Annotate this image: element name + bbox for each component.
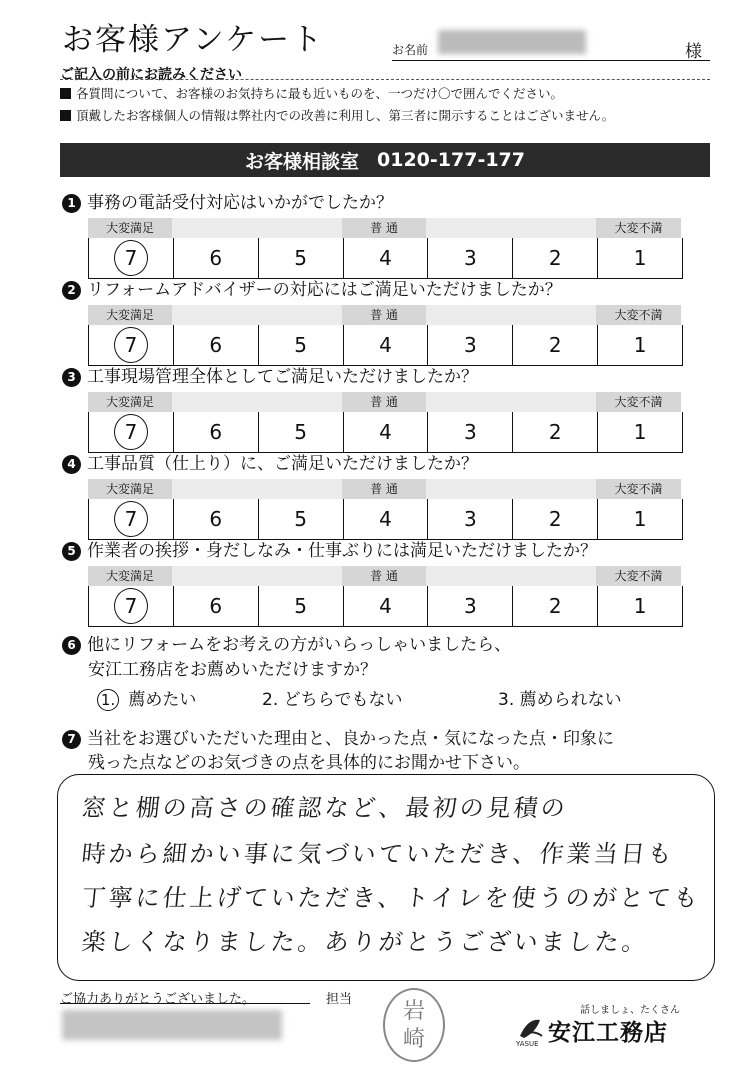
rating-option-7[interactable]: 7 — [89, 499, 173, 539]
rating-option-3[interactable]: 3 — [427, 499, 512, 539]
answer-line-1: 窓と棚の高さの確認など、最初の見積の — [80, 794, 570, 822]
question-5-text: 5 作業者の挨拶・身だしなみ・仕事ぶりには満足いただけましたか？ — [62, 536, 597, 561]
answer-line-2: 時から細かい事に気づいていただき、作業当日も — [80, 840, 677, 868]
answer-line-4: 楽しくなりました。ありがとうございました。 — [80, 928, 651, 956]
staff-label: 担当 — [326, 992, 353, 1007]
rating-scale-5 — [88, 586, 683, 627]
scale-low-label: 大変不満 — [596, 218, 681, 238]
question-number-icon: 1 — [62, 194, 81, 213]
note-2: 頂戴したお客様個人の情報は弊社内での改善に利用し、第三者に開示することはございません。 — [60, 106, 614, 124]
scale-band — [172, 392, 342, 412]
question-number-icon: 6 — [62, 636, 81, 655]
scale-low-label: 大変不満 — [596, 566, 681, 586]
rating-option-6[interactable]: 6 — [173, 238, 258, 278]
rating-scale-3 — [88, 412, 683, 453]
rating-option-1[interactable]: 1 — [597, 499, 682, 539]
thanks-text: ご協力ありがとうございました。 — [60, 992, 256, 1007]
rating-option-4[interactable]: 4 — [343, 586, 428, 626]
rating-option-5[interactable]: 5 — [258, 412, 343, 452]
rating-option-1[interactable]: 1 — [597, 412, 682, 452]
rating-option-7[interactable]: 7 — [89, 412, 173, 452]
question-1-text: 1 事務の電話受付対応はいかがでしたか？ — [62, 188, 393, 213]
company-name: 安江工務店 — [548, 1020, 668, 1046]
scale-mid-label: 普 通 — [342, 305, 426, 325]
rating-option-1[interactable]: 1 — [597, 238, 682, 278]
scale-band — [172, 305, 342, 325]
scale-band — [426, 305, 596, 325]
rating-option-7[interactable]: 7 — [89, 238, 173, 278]
rating-option-3[interactable]: 3 — [427, 325, 512, 365]
selected-circle-icon: 1. — [97, 689, 119, 711]
question-number-icon: 2 — [62, 281, 81, 300]
q7-text-line1: 7 当社をお選びいただいた理由と、良かった点・気になった点・印象に — [62, 724, 614, 749]
scale-mid-label: 普 通 — [342, 566, 426, 586]
answer-line-3: 丁寧に仕上げていただき、トイレを使うのがとても — [80, 884, 703, 912]
rating-option-7[interactable]: 7 — [89, 586, 173, 626]
scale-mid-label: 普 通 — [342, 392, 426, 412]
scale-high-label: 大変満足 — [88, 392, 172, 412]
q6-option-3[interactable]: 3. 薦められない — [498, 690, 622, 710]
rating-option-1[interactable]: 1 — [597, 586, 682, 626]
scale-band — [172, 218, 342, 238]
rating-option-4[interactable]: 4 — [343, 412, 428, 452]
name-underline — [392, 60, 710, 61]
scale-band — [172, 566, 342, 586]
scale-band — [426, 218, 596, 238]
page-title: お客様アンケート — [62, 22, 325, 58]
rating-option-3[interactable]: 3 — [427, 412, 512, 452]
question-2-text: 2 リフォームアドバイザーの対応にはご満足いただけましたか？ — [62, 275, 562, 300]
q7-text-line2: 残った点などのお気づきの点を具体的にお聞かせ下さい。 — [88, 753, 530, 773]
rating-option-3[interactable]: 3 — [427, 238, 512, 278]
rating-scale-1 — [88, 238, 683, 279]
square-bullet-icon — [60, 88, 71, 99]
svg-text:YASUE: YASUE — [516, 1040, 539, 1048]
scale-low-label: 大変不満 — [596, 392, 681, 412]
question-3-text: 3 工事現場管理全体としてご満足いただけましたか？ — [62, 362, 478, 387]
honorific: 様 — [685, 42, 702, 62]
rating-option-6[interactable]: 6 — [173, 412, 258, 452]
q6-option-1[interactable]: 1. 薦めたい — [97, 685, 196, 711]
scale-mid-label: 普 通 — [342, 218, 426, 238]
scale-high-label: 大変満足 — [88, 218, 172, 238]
scale-mid-label: 普 通 — [342, 479, 426, 499]
company-slogan: 話しましょ、たくさん — [580, 1005, 680, 1016]
rating-option-2[interactable]: 2 — [512, 238, 597, 278]
q6-text-line2: 安江工務店をお薦めいただけますか？ — [88, 660, 377, 680]
rating-option-1[interactable]: 1 — [597, 325, 682, 365]
intro-divider — [60, 79, 710, 80]
name-field-redacted — [438, 30, 586, 54]
rating-option-2[interactable]: 2 — [512, 586, 597, 626]
rating-option-2[interactable]: 2 — [512, 325, 597, 365]
rating-option-5[interactable]: 5 — [258, 325, 343, 365]
note-1: 各質問について、お客様のお気持ちに最も近いものを、一つだけ〇で囲んでください。 — [60, 84, 563, 102]
rating-option-2[interactable]: 2 — [512, 412, 597, 452]
rating-option-5[interactable]: 5 — [258, 499, 343, 539]
rating-option-3[interactable]: 3 — [427, 586, 512, 626]
question-number-icon: 5 — [62, 542, 81, 561]
rating-option-2[interactable]: 2 — [512, 499, 597, 539]
rating-scale-4 — [88, 499, 683, 540]
intro-heading: ご記入の前にお読みください — [60, 67, 242, 83]
rating-option-4[interactable]: 4 — [343, 325, 428, 365]
name-label: お名前 — [392, 43, 429, 57]
rating-option-6[interactable]: 6 — [173, 499, 258, 539]
q6-text-line1: 6 他にリフォームをお考えの方がいらっしゃいましたら、 — [62, 630, 511, 655]
question-number-icon: 4 — [62, 455, 81, 474]
rating-option-5[interactable]: 5 — [258, 586, 343, 626]
rating-option-7[interactable]: 7 — [89, 325, 173, 365]
question-4-text: 4 工事品質（仕上り）に、ご満足いただけましたか？ — [62, 449, 478, 474]
q6-option-2[interactable]: 2. どちらでもない — [262, 690, 403, 710]
question-number-icon: 7 — [62, 730, 81, 749]
scale-band — [426, 392, 596, 412]
redacted-area — [62, 1010, 282, 1040]
rating-option-6[interactable]: 6 — [173, 586, 258, 626]
rating-option-5[interactable]: 5 — [258, 238, 343, 278]
square-bullet-icon — [60, 110, 71, 121]
thanks-underline — [60, 1003, 310, 1004]
rating-option-4[interactable]: 4 — [343, 238, 428, 278]
scale-band — [426, 566, 596, 586]
scale-band — [426, 479, 596, 499]
scale-high-label: 大変満足 — [88, 479, 172, 499]
question-number-icon: 3 — [62, 368, 81, 387]
rating-option-6[interactable]: 6 — [173, 325, 258, 365]
scale-low-label: 大変不満 — [596, 479, 681, 499]
staff-seal: 岩 崎 — [383, 988, 445, 1062]
rating-scale-2 — [88, 325, 683, 366]
banner-label: お客様相談室 — [245, 150, 360, 173]
contact-banner — [60, 143, 710, 177]
company-logo-icon — [514, 1014, 548, 1048]
scale-high-label: 大変満足 — [88, 305, 172, 325]
banner-phone: 0120-177-177 — [377, 149, 525, 171]
scale-low-label: 大変不満 — [596, 305, 681, 325]
scale-high-label: 大変満足 — [88, 566, 172, 586]
scale-band — [172, 479, 342, 499]
rating-option-4[interactable]: 4 — [343, 499, 428, 539]
